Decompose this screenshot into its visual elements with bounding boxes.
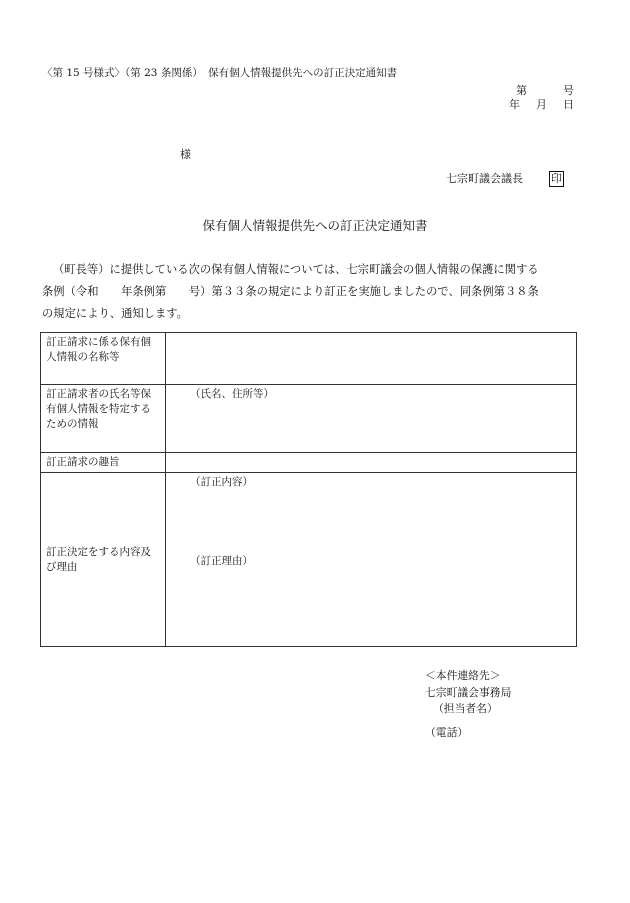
issuer-block <box>446 171 564 187</box>
number-prefix: 第 <box>516 84 527 97</box>
table-row <box>41 385 577 453</box>
correction-reason-label: （訂正理由） <box>190 555 253 567</box>
table-row <box>41 333 577 385</box>
body-line-1: （町長等）に提供している次の保有個人情報については、七宗町議会の個人情報の保護に関する <box>53 263 539 276</box>
body-line-3: の規定により、通知します。 <box>42 307 188 320</box>
document-title: 保有個人情報提供先への訂正決定通知書 <box>202 218 428 233</box>
row-value-requester-info: （氏名、住所等） <box>166 385 577 453</box>
row-value-decision <box>166 473 577 647</box>
seal-mark: 印 <box>551 172 562 185</box>
row-label-request-purpose: 訂正請求の趣旨 <box>41 453 166 473</box>
row-label-requester-info: 訂正請求者の氏名等保有個人情報を特定するための情報 <box>41 385 166 453</box>
contact-phone: （電話） <box>425 725 469 739</box>
contact-block <box>425 668 511 741</box>
row-label-decision: 訂正決定をする内容及び理由 <box>41 473 166 647</box>
recipient-honorific: 様 <box>180 148 191 161</box>
contact-office: 七宗町議会事務局 <box>425 685 512 699</box>
date-day: 日 <box>563 98 574 111</box>
contact-heading: ＜本件連絡先＞ <box>425 669 501 682</box>
date-year: 年 <box>509 98 520 111</box>
issue-date <box>509 98 574 113</box>
document-number <box>516 84 574 99</box>
body-paragraph <box>42 259 582 325</box>
form-label: 〈第 15 号様式〉（第 23 条関係） 保有個人情報提供先への訂正決定通知書 <box>42 67 398 79</box>
table-row <box>41 473 577 647</box>
number-suffix: 号 <box>563 84 574 97</box>
info-table <box>40 332 577 647</box>
table-row <box>41 453 577 473</box>
row-value-request-purpose <box>166 453 577 473</box>
contact-person: （担当者名） <box>433 702 498 715</box>
row-label-request-item: 訂正請求に係る保有個人情報の名称等 <box>41 333 166 385</box>
correction-content-label: （訂正内容） <box>190 476 253 488</box>
row-value-request-item <box>166 333 577 385</box>
issuer-name: 七宗町議会議長 <box>446 172 523 185</box>
date-month: 月 <box>536 98 547 111</box>
body-line-2: 条例（令和 年条例第 号）第３３条の規定により訂正を実施しましたので、同条例第３８条 <box>42 285 539 298</box>
